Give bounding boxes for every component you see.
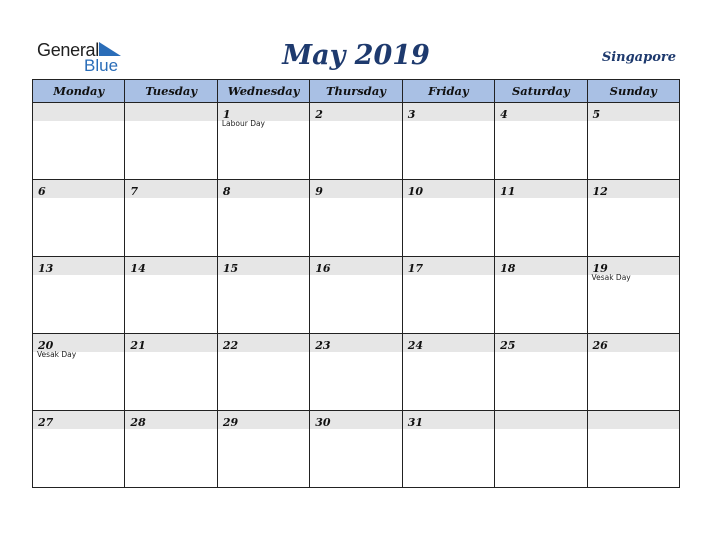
day-number-bar (403, 334, 494, 352)
day-cell (33, 103, 125, 180)
day-number: 30 (315, 416, 331, 429)
day-cell (125, 180, 217, 257)
day-cell (33, 257, 125, 334)
day-number: 15 (222, 262, 239, 275)
day-cell (125, 103, 217, 180)
day-number-bar (403, 180, 494, 198)
day-number-bar (495, 103, 586, 121)
day-cell (402, 180, 494, 257)
day-cell (587, 180, 679, 257)
week-row (33, 257, 680, 334)
day-number: 25 (500, 339, 516, 352)
day-cell (33, 180, 125, 257)
day-cell (310, 411, 402, 488)
day-cell (587, 103, 679, 180)
day-number-bar (125, 180, 216, 198)
day-number: 4 (500, 108, 508, 121)
day-number-bar (125, 411, 216, 429)
day-number-bar (495, 334, 586, 352)
day-number-bar (33, 103, 124, 121)
day-cell (125, 257, 217, 334)
logo-text-general: General (37, 40, 99, 60)
day-number-bar (33, 411, 124, 429)
day-number: 28 (130, 416, 146, 429)
day-number-bar (218, 180, 309, 198)
day-number-bar (495, 180, 586, 198)
day-number: 21 (130, 339, 146, 352)
weekday-friday: Friday (402, 80, 494, 103)
day-number-bar (310, 103, 401, 121)
day-number: 5 (592, 108, 601, 121)
day-number: 23 (315, 339, 331, 352)
day-cell (310, 257, 402, 334)
day-number: 3 (407, 108, 416, 121)
weekday-saturday: Saturday (495, 80, 587, 103)
day-number-bar (495, 411, 586, 429)
weekday-wednesday: Wednesday (217, 80, 309, 103)
day-cell (587, 334, 679, 411)
day-number-bar (310, 411, 401, 429)
day-number: 17 (407, 262, 423, 275)
day-number: 19 (592, 262, 608, 275)
weekday-thursday: Thursday (310, 80, 402, 103)
day-cell (587, 257, 679, 334)
day-number-bar (403, 411, 494, 429)
day-number: 14 (130, 262, 146, 275)
day-cell (125, 334, 217, 411)
day-cell (495, 411, 587, 488)
day-number-bar (310, 180, 401, 198)
day-number-bar (495, 257, 586, 275)
day-number-bar (588, 411, 679, 429)
calendar-body (33, 103, 680, 488)
day-number: 26 (592, 339, 608, 352)
day-number-bar (218, 411, 309, 429)
weekday-header-row (33, 80, 680, 103)
day-cell (402, 257, 494, 334)
day-number-bar (403, 257, 494, 275)
day-number: 6 (38, 185, 46, 198)
logo-text-blue: Blue (84, 56, 119, 75)
holiday-label: Vesak Day (591, 273, 631, 282)
day-number: 24 (407, 339, 423, 352)
holiday-label: Vesak Day (37, 350, 77, 359)
day-cell (217, 103, 309, 180)
day-cell (217, 411, 309, 488)
day-cell (495, 180, 587, 257)
day-number-bar (588, 334, 679, 352)
day-number-bar (125, 103, 216, 121)
day-number: 27 (38, 416, 54, 429)
weekday-monday: Monday (33, 80, 125, 103)
day-cell (310, 334, 402, 411)
day-number-bar (33, 257, 124, 275)
day-number-bar (218, 257, 309, 275)
day-cell (402, 334, 494, 411)
day-number-bar (33, 180, 124, 198)
day-number: 13 (38, 262, 54, 275)
day-number: 10 (407, 185, 423, 198)
day-number: 31 (407, 416, 423, 429)
calendar-grid (32, 79, 680, 488)
weekday-sunday: Sunday (587, 80, 679, 103)
day-cell (402, 411, 494, 488)
day-number-bar (125, 334, 216, 352)
day-cell (310, 180, 402, 257)
day-number-bar (588, 180, 679, 198)
day-number: 12 (592, 185, 608, 198)
week-row (33, 411, 680, 488)
day-cell (495, 257, 587, 334)
day-cell (217, 257, 309, 334)
day-number-bar (403, 103, 494, 121)
day-cell (310, 103, 402, 180)
day-number: 16 (315, 262, 331, 275)
day-number: 7 (130, 185, 139, 198)
day-number-bar (310, 257, 401, 275)
holiday-label: Labour Day (221, 119, 265, 128)
day-cell (33, 411, 125, 488)
day-cell (402, 103, 494, 180)
day-cell (125, 411, 217, 488)
day-cell (217, 334, 309, 411)
day-number: 9 (315, 185, 323, 198)
day-number: 1 (222, 108, 231, 121)
day-cell (217, 180, 309, 257)
day-number-bar (310, 334, 401, 352)
day-number: 18 (500, 262, 516, 275)
day-number: 2 (315, 108, 323, 121)
day-cell (495, 103, 587, 180)
day-number: 22 (222, 339, 239, 352)
day-number-bar (125, 257, 216, 275)
day-number: 29 (222, 416, 239, 429)
calendar-title: May 2019 (282, 40, 430, 71)
day-cell (587, 411, 679, 488)
calendar-region: Singapore (601, 50, 676, 65)
day-cell (33, 334, 125, 411)
day-number-bar (218, 334, 309, 352)
day-number-bar (588, 103, 679, 121)
day-cell (495, 334, 587, 411)
week-row (33, 180, 680, 257)
day-number: 11 (500, 185, 516, 198)
week-row (33, 334, 680, 411)
day-number: 20 (38, 339, 54, 352)
weekday-tuesday: Tuesday (125, 80, 217, 103)
day-number: 8 (222, 185, 231, 198)
week-row (33, 103, 680, 180)
